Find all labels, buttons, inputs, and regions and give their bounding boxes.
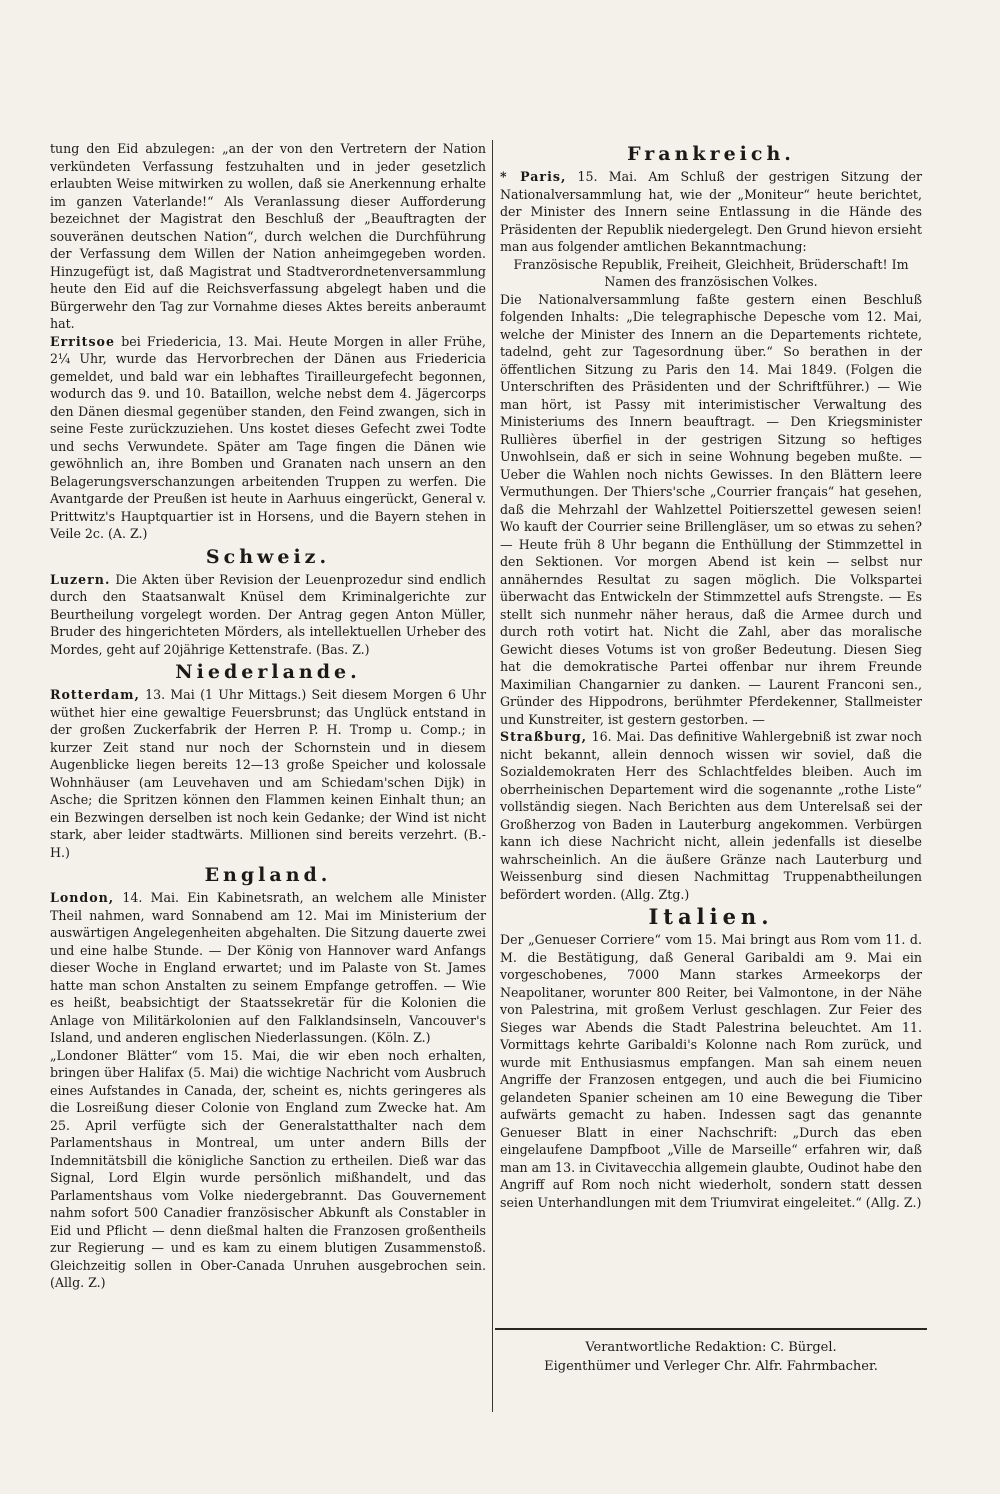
article-italien: Der „Genueser Corriere“ vom 15. Mai bringt aus Rom vom 11. d. M. die Bestätigung, daß General Garibaldi am 9. Mai ein vorgeschobenes, 7000 Mann starkes Armeekorps der Neapolitaner, worunter 800 Reiter, bei Valmontone, in der Nähe von Palestrina, mit großem Verlust geschlagen. Zur Feier des Sieges war Abends die Stadt Palestrina beleuchtet. Am 11. Vormittags kehrte Garibaldi's Kolonne nach Rom zurück, und wurde mit Enthusiasmus empfangen. Man sah einem neuen Angriffe der Franzosen entgegen, und auch die bei Fiumicino gelandeten Spanier scheinen am 10 eine Bewegung die Tiber aufwärts gemacht zu haben. Indessen sagt das genannte Genueser Blatt in einer Nachschrift: „Durch das eben eingelaufene Dampfboot „Ville de Marseille“ erfahren wir, daß man am 13. in Civitavecchia allgemein glaubte, Oudinot habe den Angriff auf Rom noch nicht wiederholt, sondern statt dessen seien Unterhandlungen mit dem Triumvirat eingeleitet.“ (Allg. Z.) bbox=[500, 932, 922, 1210]
article-london-text: 14. Mai. Ein Kabinetsrath, an welchem alle Minister Theil nahmen, ward Sonnabend am 12. Mai im Ministerium der auswärtigen Angelegenheiten abgehalten. Die Sitzung dauerte zwei und eine halbe Stunde. — Der König von Hannover ward Anfangs dieser Woche in England erwartet; und im Palaste von St. James hatte man schon Anstalten zu seinem Empfange getroffen. — Wie es heißt, beabsichtigt der Staatssekretär für die Kolonien die Anlage von Militärkolonien auf den Falklandsinseln, Vancouver's Island, und anderen englischen Niederlassungen. (Köln. Z.) bbox=[50, 890, 486, 1045]
article-strassburg bbox=[500, 728, 922, 903]
imprint-editor: Verantwortliche Redaktion: C. Bürgel. bbox=[585, 1340, 837, 1355]
dateline-luzern: Luzern. bbox=[50, 571, 111, 587]
article-erritsoe-text: bei Friedericia, 13. Mai. Heute Morgen in aller Frühe, 2¼ Uhr, wurde das Hervorbrechen der Dänen aus Friedericia gemeldet, und bald war ein lebhaftes Tirailleurgefecht begonnen, wodurch das 9. und 10. Bataillon, welche nebst dem 4. Jägercorps den Dänen diesmal gegenüber standen, den Feind zwangen, sich in seine Feste zurückzuziehen. Uns kostet dieses Gefecht zwei Todte und sechs Verwundete. Später am Tage fingen die Dänen wie gewöhnlich an, ihre Bomben und Granaten nach unsern an den Belagerungsverschanzungen arbeitenden Truppen zu werfen. Die Avantgarde der Preußen ist heute in Aarhuus eingerückt, General v. Prittwitz's Hauptquartier ist in Horsens, und die Bayern stehen in Veile 2c. (A. Z.) bbox=[50, 333, 486, 541]
article-london bbox=[50, 889, 486, 1047]
left-column bbox=[50, 140, 486, 1292]
imprint-rule bbox=[495, 1328, 927, 1330]
heading-italien: Italien. bbox=[648, 904, 774, 929]
article-continuation: tung den Eid abzulegen: „an der von den Vertretern der Nation verkündeten Verfassung festzuhalten und in jeder gesetzlich erlaubten Weise mitwirken zu wollen, daß sie Anerkennung erhalte im ganzen Vaterlande!“ Als Veranlassung dieser Aufforderung bezeichnet der Magistrat den Beschluß der „Beauftragten der souveränen deutschen Nation“, durch welchen die Durchführung der Verfassung dem Willen der Nation anheimgegeben worden. Hinzugefügt ist, daß Magistrat und Stadtverordnetenversammlung heute den Eid auf die Reichsverfassung abgelegt haben und die Bürgerwehr den Tag zur Vornahme dieses Aktes bereits anberaumt hat. bbox=[50, 141, 486, 331]
article-paris bbox=[500, 168, 922, 256]
column-divider bbox=[492, 140, 493, 1412]
heading-niederlande: Niederlande. bbox=[175, 661, 361, 683]
dateline-rotterdam: Rotterdam, bbox=[50, 687, 140, 702]
dateline-strassburg: Straßburg, bbox=[500, 729, 588, 744]
article-erritsoe bbox=[50, 333, 486, 543]
article-london-canada: „Londoner Blätter“ vom 15. Mai, die wir eben noch erhalten, bringen über Halifax (5. Mai) die wichtige Nachricht vom Ausbruch eines Aufstandes in Canada, der, scheint es, nichts geringeres als die Losreißung dieser Colonie von England zum Zwecke hat. Am 25. April verfügte sich der Generalstatthalter nach dem Parlamentshaus in Montreal, um unter andern Bills der Indemnitätsbill die königliche Sanction zu ertheilen. Dieß war das Signal, Lord Elgin wurde persönlich mißhandelt, und das Parlamentshaus vom Volke niedergebrannt. Das Gouvernement nahm sofort 500 Canadier französischer Abkunft als Constabler in Eid und Pflicht — denn dießmal halten die Franzosen großentheils zur Regierung — und es kam zu einem blutigen Zusammenstoß. Gleichzeitig sollen in Ober-Canada Unruhen ausgebrochen sein. (Allg. Z.) bbox=[50, 1047, 486, 1290]
dateline-erritsoe: Erritsoe bbox=[50, 333, 115, 349]
article-paris-text: 15. Mai. Am Schluß der gestrigen Sitzung der Nationalversammlung hat, wie der „Moniteur“ heute berichtet, der Minister des Innern seine Entlassung in die Hände des Präsidenten der Republik niedergelegt. Den Grund hievon ersieht man aus folgender amtlichen Bekanntmachung: bbox=[500, 169, 922, 254]
heading-england: England. bbox=[204, 864, 332, 886]
article-rotterdam bbox=[50, 686, 486, 861]
article-luzern bbox=[50, 571, 486, 659]
article-paris-assembly: Die Nationalversammlung faßte gestern einen Beschluß folgenden Inhalts: „Die telegraphische Depesche vom 12. Mai, welche der Minister des Innern an die Departements richtete, tadelnd, geht zur Tagesordnung über.“ So berathen in der öffentlichen Sitzung zu Paris den 14. Mai 1849. (Folgen die Unterschriften des Präsidenten und der Schriftführer.) — Wie man hört, ist Passy mit interimistischer Verwaltung des Ministeriums des Innern beauftragt. — Den Kriegsminister Rullières überfiel in der gestrigen Sitzung so heftiges Unwohlsein, daß er sich in seine Wohnung begeben mußte. — Ueber die Wahlen noch nichts Gewisses. In den Blättern leere Vermuthungen. Der Thiers'sche „Courrier français“ hat gesehen, daß die Mehrzahl der Wahlzettel Poitierszettel gewesen seien! Wo kauft der Courrier seine Brillengläser, um so etwas zu sehen? — Heute früh 8 Uhr begann die Enthüllung der Stimmzettel in den Sektionen. Vor morgen Abend ist kein — selbst nur annäherndes Resultat zu sagen möglich. Die Volkspartei überwacht das Entwickeln der Stimmzettel aufs Strengste. — Es stellt sich nunmehr näher heraus, daß die Armee durch und durch roth votirt hat. Nicht die Zahl, aber das moralische Gewicht dieses Votums ist von großer Bedeutung. Diesen Sieg hat die demokratische Partei offenbar nur ihrem Freunde Maximilian Changarnier zu danken. — Laurent Franconi sen., Gründer des Hippodrons, berühmter Pferdekenner, Stallmeister und Kunstreiter, ist gestern gestorben. — bbox=[500, 291, 922, 727]
article-rotterdam-text: 13. Mai (1 Uhr Mittags.) Seit diesem Morgen 6 Uhr wüthet hier eine gewaltige Feuersbrunst; das Unglück entstand in der großen Zuckerfabrik der Herren P. H. Tromp u. Comp.; in kurzer Zeit stand nur noch der Schornstein und in diesem Augenblicke liegen bereits 12—13 große Speicher und kolossale Wohnhäuser (am Leuvehaven und am Schiedam'schen Dijk) in Asche; die Spritzen können den Flammen keinen Einhalt thun; an ein Bezwingen derselben ist noch kein Gedanke; der Wind ist nicht stark, aber leider stadtwärts. Millionen sind bereits verzehrt. (B.-H.) bbox=[50, 687, 486, 860]
right-column bbox=[500, 140, 922, 1211]
dateline-london: London, bbox=[50, 890, 115, 905]
article-strassburg-text: 16. Mai. Das definitive Wahlergebniß ist zwar noch nicht bekannt, allein dennoch wissen wir soviel, daß die Sozialdemokraten Herr des Schlachtfeldes bleiben. Auch im oberrheinischen Departement wird die sogenannte „rothe Liste“ vollständig siegen. Nach Berichten aus dem Unterelsaß sei der Großherzog von Baden in Lauterburg angekommen. Verbürgen kann ich diese Nachricht nicht, allein jedenfalls ist dieselbe wahrscheinlich. An die äußere Gränze nach Lauterburg und Weissenburg sind diesen Nachmittag Truppenabtheilungen befördert worden. (Allg. Ztg.) bbox=[500, 729, 922, 902]
heading-schweiz: Schweiz. bbox=[205, 545, 331, 568]
proclamation-motto: Französische Republik, Freiheit, Gleichheit, Brüderschaft! Im Namen des französischen Volkes. bbox=[513, 256, 909, 289]
heading-frankreich: Frankreich. bbox=[627, 143, 795, 165]
dateline-paris: * Paris, bbox=[500, 169, 567, 184]
imprint bbox=[500, 1338, 922, 1376]
article-luzern-text: Die Akten über Revision der Leuenprozedur sind endlich durch den Staatsanwalt Knüsel dem Kriminalgerichte zur Beurtheilung vorgelegt worden. Der Antrag gegen Anton Müller, Bruder des hingerichteten Mörders, als intellektuellen Urheber des Mordes, geht auf 20jährige Kettenstrafe. (Bas. Z.) bbox=[50, 571, 486, 657]
imprint-publisher: Eigenthümer und Verleger Chr. Alfr. Fahrmbacher. bbox=[544, 1359, 878, 1374]
